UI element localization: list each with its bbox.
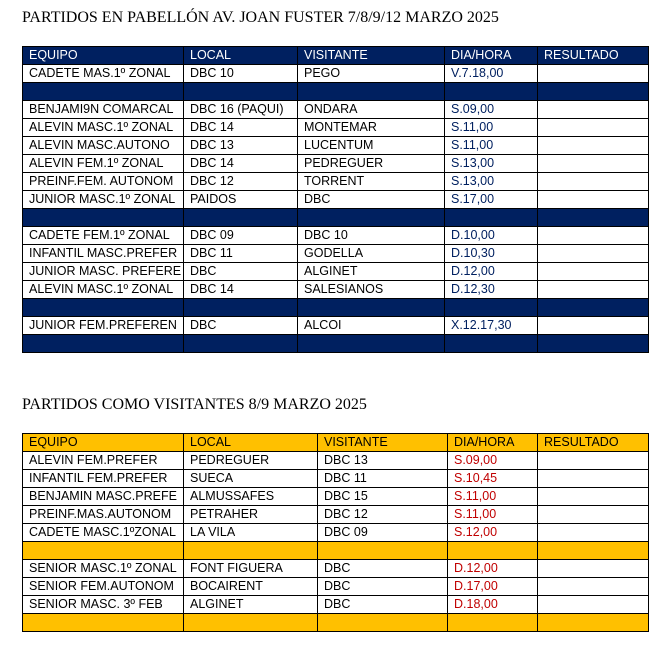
separator-cell [298,83,445,101]
cell-visitante: DBC [318,578,448,596]
cell-resultado [538,155,649,173]
cell-dia-hora: S.11,00 [445,119,538,137]
cell-resultado [538,101,649,119]
separator-row [23,542,649,560]
cell-dia-hora: S.13,00 [445,173,538,191]
table-row [23,101,649,119]
separator-cell [448,614,538,632]
cell-dia-hora: S.17,00 [445,191,538,209]
header-resultado: RESULTADO [538,434,649,452]
table-row [23,452,649,470]
table-header-row [23,434,649,452]
cell-local: BOCAIRENT [184,578,318,596]
table-row [23,65,649,83]
table-row [23,578,649,596]
separator-cell [184,542,318,560]
separator-cell [23,83,184,101]
cell-visitante: DBC 09 [318,524,448,542]
cell-resultado [538,137,649,155]
cell-equipo: CADETE MASC.1ºZONAL [23,524,184,542]
cell-dia-hora: S.11,00 [445,137,538,155]
separator-cell [298,335,445,353]
cell-equipo: ALEVIN MASC.1º ZONAL [23,119,184,137]
cell-visitante: DBC 15 [318,488,448,506]
cell-visitante: ONDARA [298,101,445,119]
cell-local: DBC 11 [184,245,298,263]
separator-cell [184,299,298,317]
cell-visitante: MONTEMAR [298,119,445,137]
cell-dia-hora: S.09,00 [448,452,538,470]
table-row [23,560,649,578]
cell-dia-hora: D.12,00 [445,263,538,281]
cell-resultado [538,119,649,137]
table-row [23,506,649,524]
cell-equipo: ALEVIN FEM.1º ZONAL [23,155,184,173]
header-local: LOCAL [184,434,318,452]
cell-equipo: ALEVIN MASC.AUTONO [23,137,184,155]
cell-resultado [538,65,649,83]
table-row [23,137,649,155]
cell-visitante: ALCOI [298,317,445,335]
header-dia-hora: DIA/HORA [448,434,538,452]
separator-cell [538,335,649,353]
separator-cell [445,83,538,101]
separator-cell [538,542,649,560]
separator-cell [23,614,184,632]
table-row [23,470,649,488]
cell-equipo: INFANTIL FEM.PREFER [23,470,184,488]
cell-local: DBC 13 [184,137,298,155]
separator-cell [448,542,538,560]
table-row [23,596,649,614]
separator-cell [445,209,538,227]
cell-visitante: DBC 12 [318,506,448,524]
separator-cell [318,614,448,632]
home-matches-title: PARTIDOS EN PABELLÓN AV. JOAN FUSTER 7/8/9/12 MARZO 2025 [22,9,499,26]
home-matches-table [22,46,649,353]
separator-row [23,83,649,101]
cell-visitante: PEDREGUER [298,155,445,173]
cell-resultado [538,470,649,488]
separator-cell [538,614,649,632]
table-header-row [23,47,649,65]
cell-equipo: SENIOR MASC. 3º FEB [23,596,184,614]
header-visitante: VISITANTE [298,47,445,65]
separator-cell [538,83,649,101]
cell-resultado [538,317,649,335]
cell-dia-hora: V.7.18,00 [445,65,538,83]
away-matches-title: PARTIDOS COMO VISITANTES 8/9 MARZO 2025 [22,396,367,413]
separator-cell [184,209,298,227]
cell-local: DBC [184,263,298,281]
separator-cell [538,299,649,317]
table-row [23,263,649,281]
cell-local: DBC 14 [184,281,298,299]
cell-equipo: INFANTIL MASC.PREFER [23,245,184,263]
cell-local: SUECA [184,470,318,488]
separator-cell [184,335,298,353]
separator-cell [23,299,184,317]
cell-local: DBC 12 [184,173,298,191]
table-row [23,524,649,542]
cell-resultado [538,578,649,596]
cell-visitante: LUCENTUM [298,137,445,155]
separator-cell [23,542,184,560]
cell-dia-hora: S.12,00 [448,524,538,542]
separator-row [23,335,649,353]
cell-dia-hora: X.12.17,30 [445,317,538,335]
cell-visitante: GODELLA [298,245,445,263]
cell-resultado [538,263,649,281]
header-visitante: VISITANTE [318,434,448,452]
cell-visitante: PEGO [298,65,445,83]
cell-resultado [538,506,649,524]
cell-visitante: ALGINET [298,263,445,281]
table-row [23,281,649,299]
table-row [23,245,649,263]
cell-equipo: JUNIOR MASC. PREFERE [23,263,184,281]
separator-cell [318,542,448,560]
cell-dia-hora: S.10,45 [448,470,538,488]
cell-resultado [538,596,649,614]
separator-cell [23,335,184,353]
cell-equipo: CADETE MAS.1º ZONAL [23,65,184,83]
header-equipo: EQUIPO [23,47,184,65]
cell-visitante: DBC 13 [318,452,448,470]
table-row [23,191,649,209]
cell-visitante: SALESIANOS [298,281,445,299]
cell-local: DBC 09 [184,227,298,245]
away-matches-table [22,433,649,632]
cell-resultado [538,245,649,263]
cell-local: LA VILA [184,524,318,542]
header-equipo: EQUIPO [23,434,184,452]
cell-local: DBC 16 (PAQUI) [184,101,298,119]
cell-equipo: ALEVIN MASC.1º ZONAL [23,281,184,299]
separator-cell [445,299,538,317]
cell-dia-hora: D.12,00 [448,560,538,578]
cell-dia-hora: S.11,00 [448,488,538,506]
cell-resultado [538,560,649,578]
cell-dia-hora: S.09,00 [445,101,538,119]
table-row [23,317,649,335]
separator-cell [23,209,184,227]
separator-cell [184,83,298,101]
separator-cell [445,335,538,353]
cell-equipo: BENJAMI9N COMARCAL [23,101,184,119]
cell-resultado [538,173,649,191]
cell-local: DBC 14 [184,155,298,173]
separator-cell [538,209,649,227]
cell-dia-hora: D.12,30 [445,281,538,299]
cell-visitante: DBC 11 [318,470,448,488]
cell-local: FONT FIGUERA [184,560,318,578]
cell-resultado [538,524,649,542]
cell-dia-hora: D.10,00 [445,227,538,245]
cell-local: ALGINET [184,596,318,614]
cell-dia-hora: D.18,00 [448,596,538,614]
cell-equipo: PREINF.FEM. AUTONOM [23,173,184,191]
header-dia-hora: DIA/HORA [445,47,538,65]
cell-local: PETRAHER [184,506,318,524]
cell-equipo: JUNIOR MASC.1º ZONAL [23,191,184,209]
separator-cell [298,209,445,227]
separator-cell [298,299,445,317]
cell-dia-hora: D.10,30 [445,245,538,263]
cell-dia-hora: S.13,00 [445,155,538,173]
table-row [23,227,649,245]
header-local: LOCAL [184,47,298,65]
cell-equipo: BENJAMIN MASC.PREFE [23,488,184,506]
cell-equipo: PREINF.MAS.AUTONOM [23,506,184,524]
cell-visitante: DBC [298,191,445,209]
separator-cell [184,614,318,632]
separator-row [23,209,649,227]
cell-equipo: ALEVIN FEM.PREFER [23,452,184,470]
table-row [23,488,649,506]
cell-resultado [538,227,649,245]
cell-local: PEDREGUER [184,452,318,470]
separator-row [23,299,649,317]
cell-resultado [538,452,649,470]
cell-local: DBC [184,317,298,335]
cell-resultado [538,191,649,209]
cell-local: PAIDOS [184,191,298,209]
cell-resultado [538,281,649,299]
cell-visitante: DBC [318,560,448,578]
header-resultado: RESULTADO [538,47,649,65]
cell-visitante: DBC 10 [298,227,445,245]
table-row [23,119,649,137]
cell-equipo: SENIOR MASC.1º ZONAL [23,560,184,578]
separator-row [23,614,649,632]
cell-equipo: SENIOR FEM.AUTONOM [23,578,184,596]
cell-local: DBC 10 [184,65,298,83]
cell-local: DBC 14 [184,119,298,137]
cell-visitante: DBC [318,596,448,614]
cell-dia-hora: D.17,00 [448,578,538,596]
cell-local: ALMUSSAFES [184,488,318,506]
table-row [23,155,649,173]
table-row [23,173,649,191]
cell-resultado [538,488,649,506]
cell-equipo: CADETE FEM.1º ZONAL [23,227,184,245]
cell-dia-hora: S.11,00 [448,506,538,524]
cell-visitante: TORRENT [298,173,445,191]
cell-equipo: JUNIOR FEM.PREFEREN [23,317,184,335]
